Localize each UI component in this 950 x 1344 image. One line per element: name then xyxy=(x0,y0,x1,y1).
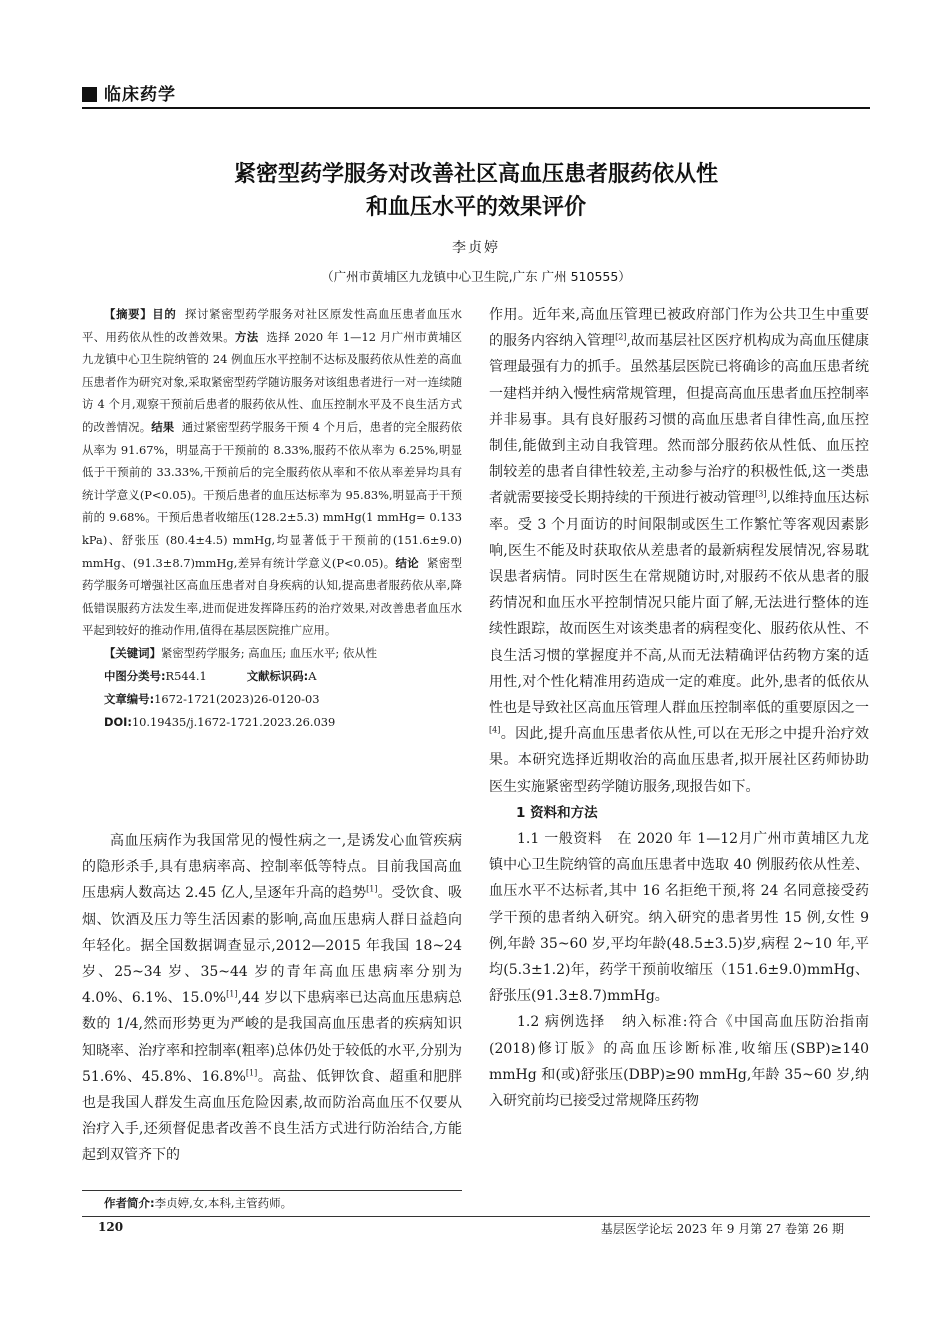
subsection-heading: 1.2 病例选择 xyxy=(517,1014,606,1031)
citation: [1] xyxy=(366,884,378,894)
conclusion-label: 结论 xyxy=(395,555,420,570)
affiliation: （广州市黄埔区九龙镇中心卫生院,广东 广州 510555） xyxy=(321,269,631,284)
article-meta xyxy=(82,642,462,734)
methods-text: 选择 2020 年 1—12 月广州市黄埔区九龙镇中心卫生院纳管的 24 例血压水平控制不达标及服药依从性差的高血压患者作为研究对象,采取紧密型药学随访服务对该组患者进行一对一连续随访 4 个月,观察干预前后患者的服药依从性、血压控制水平及不良生活方式的改善情况。 xyxy=(82,329,462,434)
citation: [1] xyxy=(226,989,238,999)
body-left-column xyxy=(82,828,462,1169)
title-line-2: 和血压水平的效果评价 xyxy=(365,195,586,220)
subsection-heading: 1.1 一般资料 xyxy=(517,831,603,848)
articleno-row: 文章编号:1672-1721(2023)26-0120-03 xyxy=(104,691,320,706)
author-footnote: 作者简介:李贞婷,女,本科,主管药师。 xyxy=(104,1196,293,1210)
objective-label: 目的 xyxy=(152,307,177,321)
title-line-1: 紧密型药学服务对改善社区高血压患者服药依从性 xyxy=(233,162,718,187)
citation: [4] xyxy=(489,725,501,735)
header-square-icon xyxy=(82,87,97,102)
section-label: 临床药学 xyxy=(104,85,176,105)
page-number: 120 xyxy=(98,1220,124,1234)
results-text: 通过紧密型药学服务干预 4 个月后，患者的完全服药依从率为 91.67%，明显高于干预前的 8.33%,服药不依从率为 6.25%,明显低于干预前的 33.33%,干预前后的完全服药依从率和不依从率差异均具有统计学意义(P<0.05)。干预后患者的血压达标率为 95.83%,明显高于干预前的 9.68%。干预后患者收缩压(128.2±5.3) mmHg(1 mmHg= 0.133 kPa)、舒张压 (80.4±4.5) mmHg,均显著低于干预前的(151.6±9.0) mmHg、(91.3±8.7)mmHg,差异有统计学意义(P<0.05)。 xyxy=(82,419,462,570)
keywords: 紧密型药学服务; 高血压; 血压水平; 依从性 xyxy=(160,645,377,660)
footer-rule xyxy=(82,1216,870,1217)
results-label: 结果 xyxy=(151,419,175,434)
footnote-rule xyxy=(82,1190,462,1191)
general-data-paragraph: 1.1 一般资料 在 2020 年 1—12月广州市黄埔区九龙镇中心卫生院纳管的高血压患者中选取 40 例服药依从性差、血压水平不达标者,其中 16 名拒绝干预,将 24 名同意接受药学干预的患者纳入研究。纳入研究的患者男性 15 例,女性 9 例,年龄 35~60 岁,平均年龄(48.5±3.5)岁,病程 2~10 年,平均(5.3±1.2)年，药学干预前收缩压（151.6±9.0)mmHg、舒张压(91.3±8.7)mmHg。 xyxy=(489,831,870,1005)
methods-label: 方法 xyxy=(235,329,259,344)
article-title xyxy=(82,158,870,224)
articleno-value: 1672-1721(2023)26-0120-03 xyxy=(154,691,320,706)
intro-paragraph: 高血压病作为我国常见的慢性病之一,是诱发心血管疾病的隐形杀手,具有患病率高、控制率低等特点。目前我国高血压患病人数高达 2.45 亿人,呈逐年升高的趋势[1]。受饮食、吸烟、饮酒及压力等生活因素的影响,高血压患病人群日益趋向年轻化。据全国数据调查显示,2012—2015 年我国 18~24 岁、25~34 岁、35~44 岁的青年高血压患病率分别为 4.0%、6.1%、15.0%[1],44 岁以下患病率已达高血压患病总数的 1/4,然而形势更为严峻的是我国高血压患者的疾病知识知晓率、治疗率和控制率(粗率)总体仍处于较低的水平,分别为 51.6%、45.8%、16.8%[1]。高盐、低钾饮食、超重和肥胖也是我国人群发生高血压危险因素,故而防治高血压不仅要从治疗入手,还须督促患者改善不良生活方式进行防治结合,方能起到双管齐下的 xyxy=(82,833,463,1164)
author: 李贞婷 xyxy=(452,240,500,256)
abstract-body xyxy=(82,303,462,642)
doi-row: DOI:10.19435/j.1672-1721.2023.26.039 xyxy=(104,714,336,729)
intro-continued: 作用。近年来,高血压管理已被政府部门作为公共卫生中重要的服务内容纳入管理[2],故而基层社区医疗机构成为高血压健康管理最强有力的抓手。虽然基层医院已将确诊的高血压患者统一建档并纳入慢性病常规管理，但提高高血压患者血压控制率并非易事。具有良好服药习惯的高血压患者自律性高,血压控制佳,能做到主动自我管理。然而部分服药依从性低、血压控制较差的患者自律性较差,主动参与治疗的积极性低,这一类患者就需要接受长期持续的干预进行被动管理[3],以维持血压达标率。受 3 个月面访的时间限制或医生工作繁忙等客观因素影响,医生不能及时获取依从差患者的最新病程发展情况,容易耽误患者病情。同时医生在常规随访时,对服药不依从患者的服药情况和血压水平控制情况只能片面了解,无法进行整体的连续性跟踪，故而医生对该类患者的病程变化、服药依从性、不良生活习惯的掌握度并不高,从而无法精确评估药物方案的适用性,对个性化精准用药造成一定的难度。此外,患者的低依从性也是导致社区高血压管理人群血压控制率低的重要原因之一[4]。因此,提升高血压患者依从性,可以在无形之中提升治疗效果。本研究选择近期收治的高血压患者,拟开展社区药师协助医生实施紧密型药学随访服务,现报告如下。 xyxy=(489,307,870,795)
citation: [2] xyxy=(615,332,627,342)
doi-value: 10.19435/j.1672-1721.2023.26.039 xyxy=(131,714,336,729)
classification-row: 中图分类号:R544.1 文献标识码:A xyxy=(104,668,317,683)
keywords-row: 【关键词】紧密型药学服务; 高血压; 血压水平; 依从性 xyxy=(104,645,377,660)
section-header xyxy=(82,82,870,108)
clc-value: R544.1 xyxy=(165,668,207,683)
header-rule xyxy=(82,107,870,109)
citation: [1] xyxy=(245,1068,258,1078)
doccode-value: A xyxy=(308,668,317,683)
objective-text: 探讨紧密型药学服务对社区原发性高血压患者血压水平、用药依从性的改善效果。 xyxy=(82,307,462,344)
case-selection-paragraph: 1.2 病例选择 纳入标准:符合《中国高血压防治指南(2018)修订版》的高血压诊断标准,收缩压(SBP)≥140 mmHg 和(或)舒张压(DBP)≥90 mmHg,年龄 35~60 岁,纳入研究前均已接受过常规降压药物 xyxy=(489,1014,870,1110)
abstract xyxy=(82,303,462,734)
conclusion-text: 紧密型药学服务可增强社区高血压患者对自身疾病的认知,提高患者服药依从率,降低错误服药方法发生率,进而促进发挥降压药的治疗效果,对改善患者血压水平起到较好的推动作用,值得在基层医院推广应用。 xyxy=(82,555,462,638)
section-heading-methods: 1 资料和方法 xyxy=(516,804,598,821)
journal-info: 基层医学论坛 2023 年 9 月第 27 卷第 26 期 xyxy=(600,1222,844,1236)
abstract-label: 【摘要】 xyxy=(104,307,153,321)
body-right-column xyxy=(489,302,869,1114)
citation: [3] xyxy=(755,489,767,499)
